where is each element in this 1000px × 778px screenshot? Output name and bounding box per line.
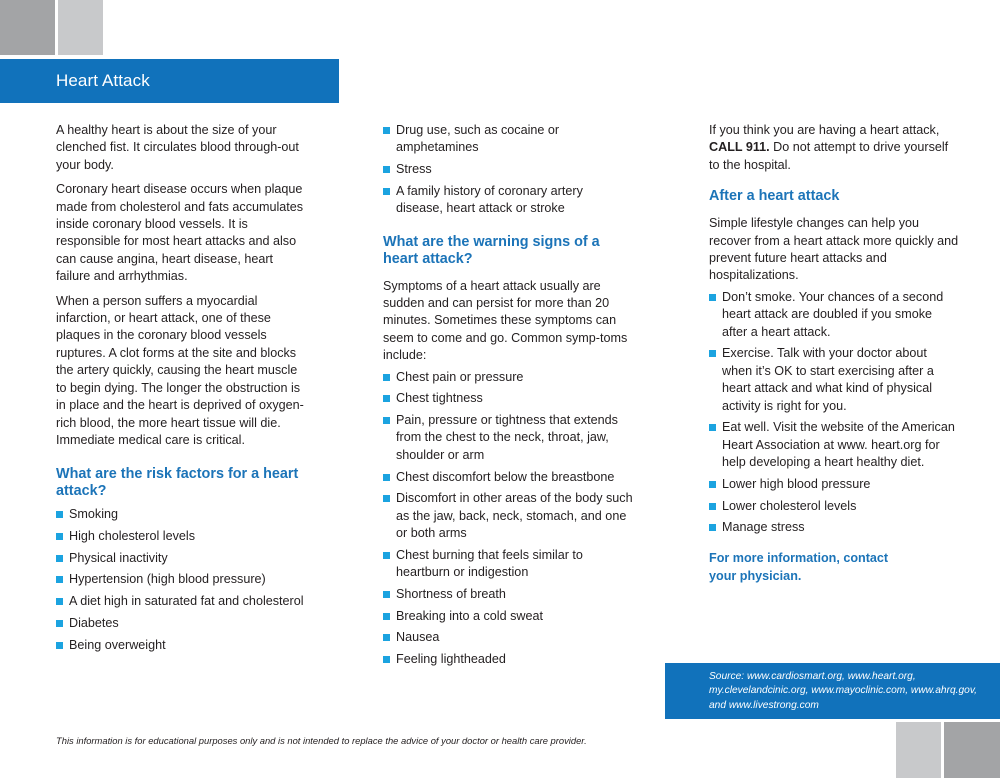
list-item: Stress (383, 161, 633, 178)
square-bullet-icon (709, 524, 716, 531)
lifestyle-tips-list (709, 289, 959, 537)
column-1 (56, 122, 306, 658)
square-bullet-icon (56, 555, 63, 562)
list-item: Lower high blood pressure (709, 476, 959, 493)
list-item: Chest discomfort below the breastbone (383, 469, 633, 486)
list-item: Manage stress (709, 519, 959, 536)
list-item: Chest pain or pressure (383, 369, 633, 386)
list-item: Exercise. Talk with your doctor about when it’s OK to start exercising after a heart attack and what kind of physical activity is right for you. (709, 345, 959, 415)
list-item: A diet high in saturated fat and cholesterol (56, 593, 306, 610)
square-bullet-icon (709, 350, 716, 357)
risk-factors-list-continued (383, 122, 633, 218)
square-bullet-icon (709, 294, 716, 301)
list-item: Feeling lightheaded (383, 651, 633, 668)
risk-factors-heading: What are the risk factors for a heart attack? (56, 466, 299, 500)
symptoms-list (383, 369, 633, 669)
coronary-paragraph: Coronary heart disease occurs when plaque made from cholesterol and fats accumulates inside coronary blood vessels. It is responsible for most heart attacks and also can cause angina, heart disease, heart failure and arrhythmias. (56, 182, 304, 284)
list-item: Chest burning that feels similar to heartburn or indigestion (383, 547, 633, 582)
list-item: Being overweight (56, 637, 306, 654)
square-bullet-icon (56, 511, 63, 518)
square-bullet-icon (383, 374, 390, 381)
warning-intro-paragraph: Symptoms of a heart attack usually are sudden and can persist for more than 20 minutes. Sometimes these symptoms can seem to come and go. Common symp-toms include: (383, 278, 628, 363)
square-bullet-icon (56, 576, 63, 583)
decor-block-top-light (58, 0, 103, 55)
list-item: Nausea (383, 629, 633, 646)
square-bullet-icon (709, 503, 716, 510)
square-bullet-icon (383, 613, 390, 620)
square-bullet-icon (56, 620, 63, 627)
square-bullet-icon (383, 634, 390, 641)
square-bullet-icon (383, 188, 390, 195)
list-item: Don’t smoke. Your chances of a second heart attack are doubled if you smoke after a heart attack. (709, 289, 959, 341)
disclaimer: This information is for educational purposes only and is not intended to replace the advice of your doctor or health care provider. (56, 735, 587, 746)
warning-signs-heading: What are the warning signs of a heart attack? (383, 233, 600, 267)
call-911-text: CALL 911. (709, 140, 770, 155)
list-item: Pain, pressure or tightness that extends from the chest to the neck, throat, jaw, shoulder or arm (383, 412, 633, 464)
page-title: Heart Attack (56, 71, 150, 90)
square-bullet-icon (56, 642, 63, 649)
square-bullet-icon (383, 395, 390, 402)
after-intro-paragraph: Simple lifestyle changes can help you recover from a heart attack more quickly and prevent future heart attacks and hospitalizations. (709, 216, 959, 283)
square-bullet-icon (383, 552, 390, 559)
list-item: A family history of coronary artery disease, heart attack or stroke (383, 183, 633, 218)
infarction-paragraph: When a person suffers a myocardial infarction, or heart attack, one of these plaques in the coronary blood vessels ruptures. A clot forms at the site and blocks the artery quickly, causing the heart muscle to begin dying. The longer the obstruction is in place and the heart is deprived of oxygen-rich blood, the more heart tissue will die. Immediate medical care is critical. (56, 293, 304, 447)
source-box (665, 663, 1000, 719)
square-bullet-icon (56, 598, 63, 605)
list-item: Eat well. Visit the website of the American Heart Association at www. heart.org for help developing a heart healthy diet. (709, 419, 959, 471)
decor-block-bottom-dark (944, 722, 1000, 778)
square-bullet-icon (56, 533, 63, 540)
risk-factors-list (56, 506, 306, 654)
column-3 (709, 122, 959, 585)
title-banner (0, 59, 339, 103)
list-item: Discomfort in other areas of the body such as the jaw, back, neck, stomach, and one or both arms (383, 490, 633, 542)
square-bullet-icon (383, 656, 390, 663)
decor-block-bottom-light (896, 722, 941, 778)
square-bullet-icon (383, 495, 390, 502)
list-item: Physical inactivity (56, 550, 306, 567)
square-bullet-icon (383, 417, 390, 424)
list-item: Hypertension (high blood pressure) (56, 571, 306, 588)
emergency-paragraph: If you think you are having a heart attack, CALL 911. Do not attempt to drive yourself to the hospital. (709, 123, 949, 172)
source-text: Source: www.cardiosmart.org, www.heart.org, my.clevelandcinic.org, www.mayoclinic.com, www.ahrq.gov, and www.livestrong.com (709, 671, 977, 711)
decor-block-top-dark (0, 0, 55, 55)
list-item: Lower cholesterol levels (709, 498, 959, 515)
square-bullet-icon (383, 474, 390, 481)
list-item: Breaking into a cold sweat (383, 608, 633, 625)
square-bullet-icon (383, 127, 390, 134)
after-heart-attack-heading: After a heart attack (709, 188, 840, 205)
intro-paragraph: A healthy heart is about the size of your clenched fist. It circulates blood through-out your body. (56, 123, 299, 172)
column-2 (383, 122, 633, 673)
square-bullet-icon (383, 166, 390, 173)
list-item: Diabetes (56, 615, 306, 632)
square-bullet-icon (709, 481, 716, 488)
square-bullet-icon (709, 424, 716, 431)
list-item: High cholesterol levels (56, 528, 306, 545)
list-item: Smoking (56, 506, 306, 523)
contact-physician-note: For more information, contact your physician. (709, 550, 889, 583)
list-item: Shortness of breath (383, 586, 633, 603)
square-bullet-icon (383, 591, 390, 598)
list-item: Drug use, such as cocaine or amphetamines (383, 122, 633, 157)
list-item: Chest tightness (383, 390, 633, 407)
